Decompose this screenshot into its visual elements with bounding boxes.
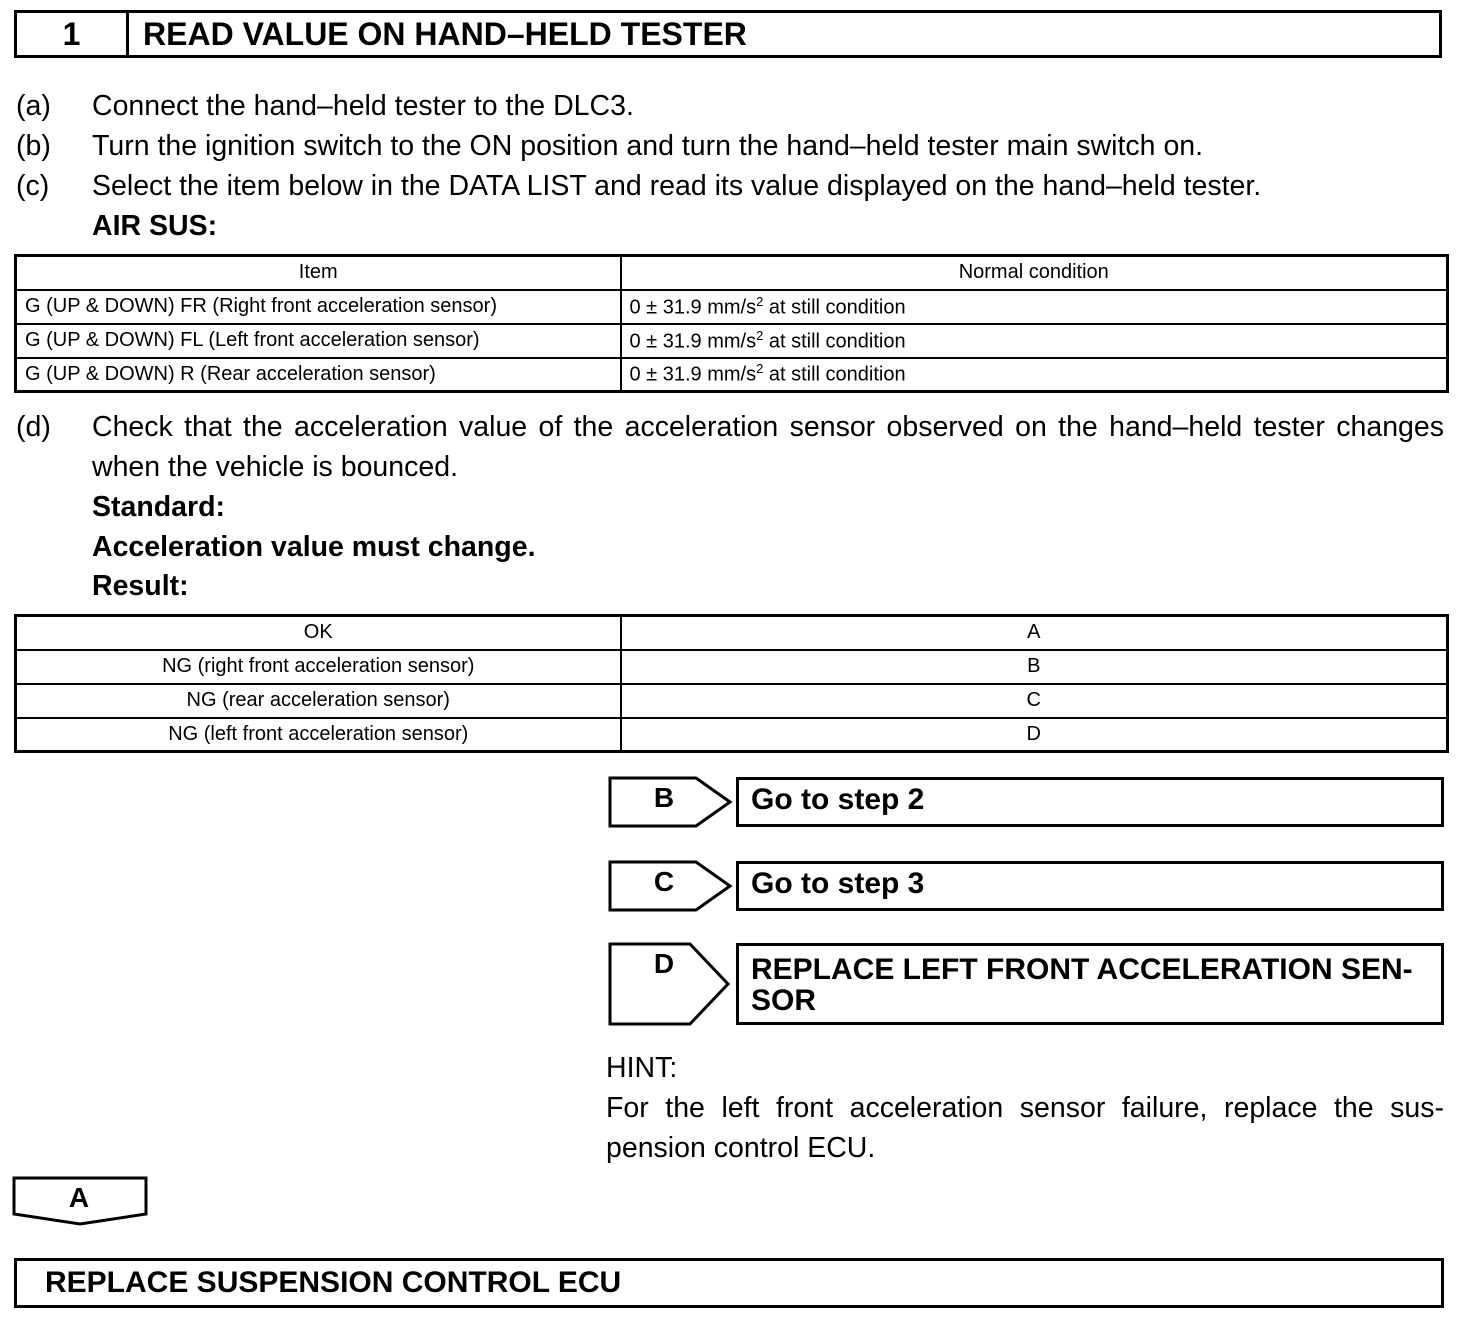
- step-c-text: Select the item below in the DATA LIST and read its value displayed on the hand–held tester.: [92, 170, 1262, 202]
- flow-tag-a: [12, 1176, 150, 1228]
- step-b-text: Turn the ignition switch to the ON position and turn the hand–held tester main switch on.: [92, 130, 1204, 162]
- table-cell-condition: 0 ± 31.9 $mm/s^2$ at still condition: [621, 290, 1448, 324]
- result-condition: NG (left front acceleration sensor): [16, 718, 621, 752]
- air-sus-label: AIR SUS:: [92, 210, 218, 242]
- table-header-condition: Normal condition: [621, 256, 1448, 290]
- table-row: [16, 684, 1448, 718]
- result-code: A: [621, 616, 1448, 650]
- result-condition: OK: [16, 616, 621, 650]
- flow-code: C: [653, 866, 675, 897]
- step-d-label: (d): [16, 411, 51, 443]
- result-code: C: [621, 684, 1448, 718]
- step-number: 1: [17, 13, 129, 55]
- result-condition: NG (rear acceleration sensor): [16, 684, 621, 718]
- flow-action-b: Go to step 2: [736, 777, 1444, 827]
- flow-tag-d: [608, 942, 734, 1026]
- table-cell-item: G (UP & DOWN) FL (Left front acceleration sensor): [16, 324, 621, 358]
- step-header: [14, 10, 1442, 58]
- final-action-box: REPLACE SUSPENSION CONTROL ECU: [14, 1258, 1444, 1308]
- flow-code: A: [68, 1182, 90, 1213]
- hint-text: For the left front acceleration sensor failure, replace the sus-pension control ECU.: [606, 1092, 1444, 1164]
- hint-label: HINT:: [606, 1052, 678, 1084]
- standard-label: Standard:: [92, 491, 226, 523]
- result-label: Result:: [92, 570, 189, 602]
- flow-action-c: Go to step 3: [736, 861, 1444, 911]
- table-row: [16, 650, 1448, 684]
- data-list-table: [14, 254, 1449, 393]
- result-code: B: [621, 650, 1448, 684]
- step-a-text: Connect the hand–held tester to the DLC3.: [92, 90, 634, 122]
- result-condition: NG (right front acceleration sensor): [16, 650, 621, 684]
- flow-action-d: REPLACE LEFT FRONT ACCELERATION SEN- SOR: [736, 943, 1444, 1025]
- table-cell-condition: 0 ± 31.9 $mm/s^2$ at still condition: [621, 358, 1448, 392]
- step-b-label: (b): [16, 130, 51, 162]
- table-header-item: Item: [16, 256, 621, 290]
- step-title: READ VALUE ON HAND–HELD TESTER: [143, 15, 747, 52]
- table-row: [16, 324, 1448, 358]
- standard-value: Acceleration value must change.: [92, 531, 536, 563]
- table-cell-item: G (UP & DOWN) FR (Right front acceleration sensor): [16, 290, 621, 324]
- table-row: [16, 358, 1448, 392]
- table-header-row: [16, 256, 1448, 290]
- table-row: [16, 718, 1448, 752]
- table-row: [16, 290, 1448, 324]
- flow-code: D: [653, 948, 675, 979]
- flow-tag-b: [608, 776, 734, 828]
- table-cell-condition: 0 ± 31.9 $mm/s^2$ at still condition: [621, 324, 1448, 358]
- result-table: [14, 614, 1449, 753]
- table-row: [16, 616, 1448, 650]
- flow-code: B: [653, 782, 675, 813]
- result-code: D: [621, 718, 1448, 752]
- table-cell-item: G (UP & DOWN) R (Rear acceleration sensor): [16, 358, 621, 392]
- step-d-text: Check that the acceleration value of the acceleration sensor observed on the hand–held tester changes when the vehicle is bounced.: [92, 411, 1444, 483]
- step-a-label: (a): [16, 90, 51, 122]
- flow-tag-c: [608, 860, 734, 912]
- step-c-label: (c): [16, 170, 50, 202]
